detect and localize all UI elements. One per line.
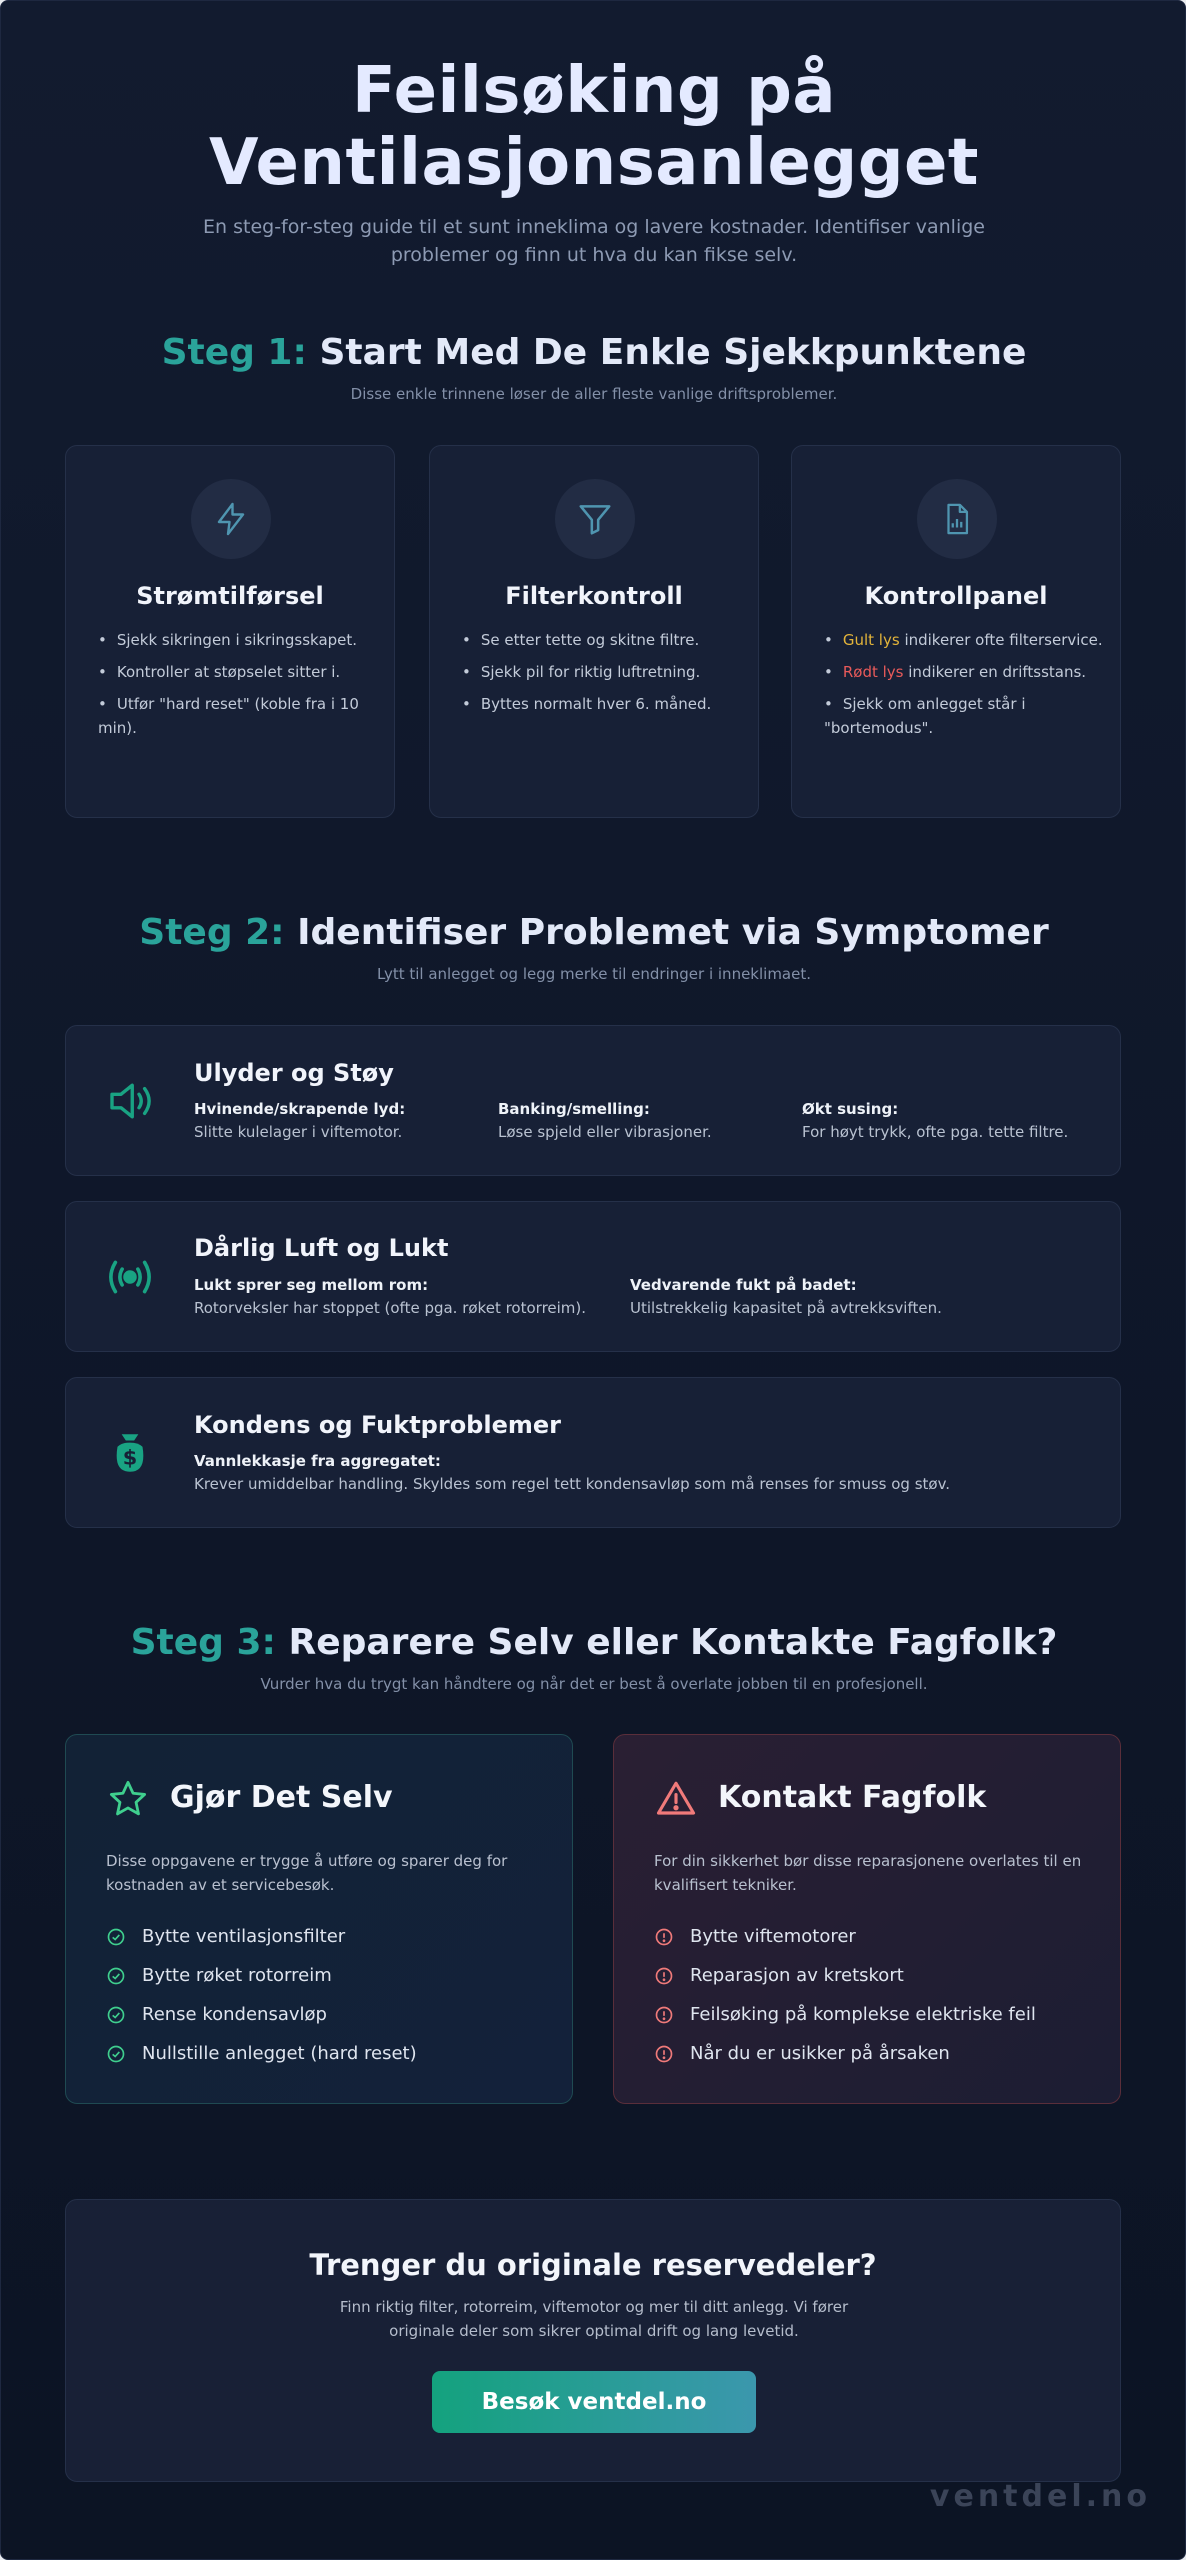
- list-item: Rense kondensavløp: [106, 1995, 417, 2034]
- card-pro-title: Kontakt Fagfolk: [718, 1780, 987, 1815]
- step2-title: [1, 911, 1186, 955]
- broadcast-icon: [102, 1249, 158, 1305]
- symptom-air-title: Dårlig Luft og Lukt: [194, 1234, 449, 1262]
- symptom-moisture-title: Kondens og Fuktproblemer: [194, 1411, 561, 1439]
- symptom-noise-title: Ulyder og Støy: [194, 1059, 394, 1087]
- money-bag-icon: [102, 1425, 158, 1481]
- step3-label: Steg 3:: [130, 1622, 276, 1663]
- card-pro: [613, 1734, 1121, 2104]
- card-power-title: Strømtilførsel: [136, 582, 324, 610]
- check-circle-icon: [106, 2044, 126, 2064]
- list-item: Bytte viftemotorer: [654, 1917, 1036, 1956]
- card-filter: [429, 445, 759, 818]
- card-diy-title: Gjør Det Selv: [170, 1780, 393, 1815]
- symptom-col: Banking/smelling: Løse spjeld eller vibrasjoner.: [498, 1100, 712, 1141]
- step1-header: [1, 331, 1186, 403]
- alert-circle-icon: [654, 1966, 674, 1986]
- step1-title: [1, 331, 1186, 375]
- hero: [1, 55, 1186, 269]
- symptom-col: Hvinende/skrapende lyd: Slitte kulelager i viftemotor.: [194, 1100, 406, 1141]
- list-item: • Utfør "hard reset" (koble fra i 10 min).: [98, 695, 359, 737]
- step3-header: [1, 1621, 1186, 1693]
- list-item: • Gult lys indikerer ofte filterservice.: [824, 631, 1103, 649]
- warning-icon: [654, 1777, 698, 1821]
- diy-list: [106, 1917, 417, 2073]
- step2-header: [1, 911, 1186, 983]
- step2-title-text: Identifiser Problemet via Symptomer: [297, 912, 1049, 953]
- symptom-col: Vannlekkasje fra aggregatet: Krever umiddelbar handling. Skyldes som regel tett kondensavløp som må renses for smuss og støv.: [194, 1452, 951, 1493]
- step1-subtitle: Disse enkle trinnene løser de aller fleste vanlige driftsproblemer.: [350, 385, 838, 403]
- alert-circle-icon: [654, 2005, 674, 2025]
- filter-icon: [555, 479, 635, 559]
- list-item: Når du er usikker på årsaken: [654, 2034, 1036, 2073]
- list-item: • Sjekk sikringen i sikringsskapet.: [98, 631, 358, 649]
- star-icon: [106, 1777, 150, 1821]
- step3-title-text: Reparere Selv eller Kontakte Fagfolk?: [288, 1622, 1058, 1663]
- step1-title-text: Start Med De Enkle Sjekkpunktene: [319, 332, 1027, 373]
- list-item: • Rødt lys indikerer en driftsstans.: [824, 663, 1087, 681]
- check-circle-icon: [106, 2005, 126, 2025]
- card-control-list: [824, 628, 1104, 748]
- symptom-air: [65, 1201, 1121, 1352]
- card-control-panel: [791, 445, 1121, 818]
- step2-label: Steg 2:: [139, 912, 285, 953]
- step3-title: [1, 1621, 1186, 1665]
- list-item: Reparasjon av kretskort: [654, 1956, 1036, 1995]
- card-pro-desc: For din sikkerhet bør disse reparasjonene overlates til en kvalifisert tekniker.: [654, 1852, 1082, 1894]
- list-item: • Sjekk om anlegget står i "bortemodus".: [824, 695, 1026, 737]
- list-item: Feilsøking på komplekse elektriske feil: [654, 1995, 1036, 2034]
- alert-circle-icon: [654, 2044, 674, 2064]
- cta-title: Trenger du originale reservedeler?: [309, 2248, 877, 2282]
- list-item: • Se etter tette og skitne filtre.: [462, 631, 700, 649]
- card-power: [65, 445, 395, 818]
- symptom-col: Økt susing: For høyt trykk, ofte pga. tette filtre.: [802, 1100, 1069, 1141]
- step3-subtitle: Vurder hva du trygt kan håndtere og når det er best å overlate jobben til en profesjonell.: [260, 1675, 928, 1693]
- title-line-2: Ventilasjonsanlegget: [208, 126, 980, 200]
- page-subtitle: En steg-for-steg guide til et sunt inneklima og lavere kostnader. Identifiser vanlige problemer og finn ut hva du kan fikse selv.: [203, 216, 985, 266]
- check-circle-icon: [106, 1927, 126, 1947]
- list-item: • Kontroller at støpselet sitter i.: [98, 663, 341, 681]
- brand-watermark: ventdel.no: [929, 2479, 1151, 2514]
- pro-list: [654, 1917, 1036, 2073]
- list-item: Bytte ventilasjonsfilter: [106, 1917, 417, 1956]
- list-item: Nullstille anlegget (hard reset): [106, 2034, 417, 2073]
- symptom-moisture: [65, 1377, 1121, 1528]
- visit-shop-button[interactable]: Besøk ventdel.no: [432, 2371, 756, 2433]
- symptom-col: Lukt sprer seg mellom rom: Rotorveksler har stoppet (ofte pga. røket rotorreim).: [194, 1276, 587, 1317]
- list-item: Bytte røket rotorreim: [106, 1956, 417, 1995]
- cta-text: Finn riktig filter, rotorreim, viftemotor og mer til ditt anlegg. Vi fører originale deler som sikrer optimal drift og lang levetid.: [339, 2298, 849, 2340]
- card-filter-list: [462, 628, 742, 724]
- lightning-icon: [191, 479, 271, 559]
- list-item: • Byttes normalt hver 6. måned.: [462, 695, 712, 713]
- list-item: • Sjekk pil for riktig luftretning.: [462, 663, 701, 681]
- svg-text:$: $: [122, 1445, 138, 1470]
- check-circle-icon: [106, 1966, 126, 1986]
- alert-circle-icon: [654, 1927, 674, 1947]
- symptom-col: Vedvarende fukt på badet: Utilstrekkelig kapasitet på avtrekksviften.: [630, 1276, 942, 1317]
- step2-subtitle: Lytt til anlegget og legg merke til endringer i inneklimaet.: [376, 965, 812, 983]
- card-filter-title: Filterkontroll: [505, 582, 683, 610]
- control-panel-icon: [917, 479, 997, 559]
- symptom-noise: [65, 1025, 1121, 1176]
- step1-label: Steg 1:: [161, 332, 307, 373]
- card-diy: [65, 1734, 573, 2104]
- card-power-list: [98, 628, 378, 748]
- card-control-title: Kontrollpanel: [864, 582, 1048, 610]
- title-line-1: Feilsøking på: [351, 54, 837, 128]
- card-diy-desc: Disse oppgavene er trygge å utføre og sparer deg for kostnaden av et servicebesøk.: [106, 1852, 508, 1894]
- speaker-icon: [102, 1073, 158, 1129]
- page-title: [1, 55, 1186, 199]
- cta-box: [65, 2199, 1121, 2482]
